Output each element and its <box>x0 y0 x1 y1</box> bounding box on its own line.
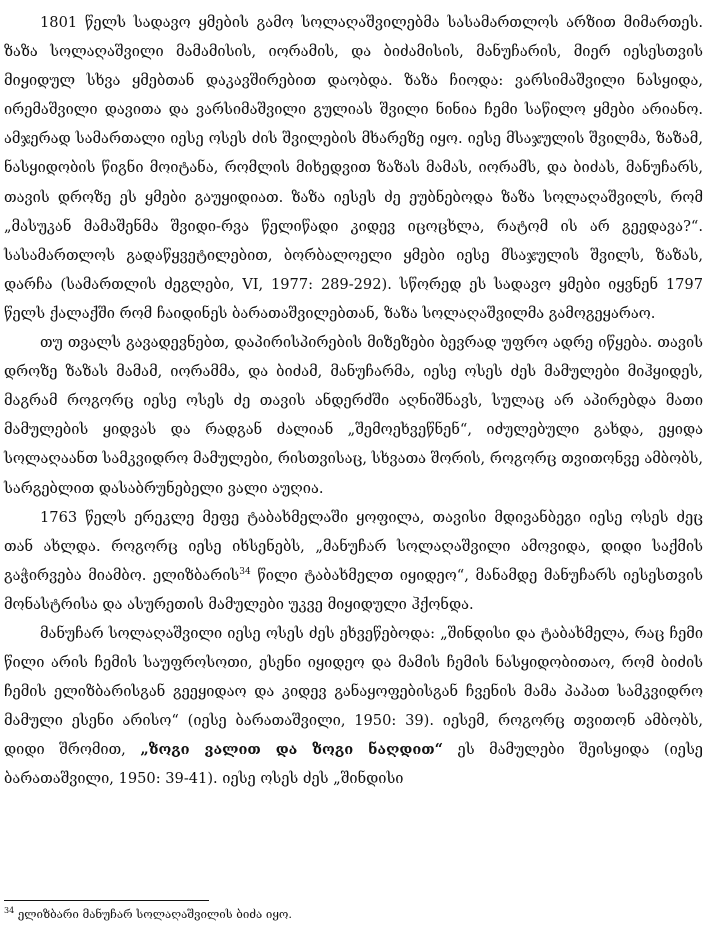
paragraph-4 <box>4 619 703 794</box>
paragraph-1 <box>4 8 703 328</box>
paragraph-3-text-a: 1763 წელს ერეკლე მეფე ტაბახმელაში ყოფილა, თავისი მდივანბეგი იესე ოსეს ძეც თან ახლდა. როგორც იესე იხსენებს, „მანუჩარ სოლაღაშვილი ამოვიდა, დიდი საქმის გაჭირვება მიამბო. ელიზბარის <box>4 508 703 584</box>
body-text <box>4 8 703 794</box>
paragraph-2 <box>4 328 703 503</box>
paragraph-4-bold-quote: „ზოგი ვალით და ზოგი ნაღდით“ <box>140 741 444 759</box>
paragraph-1-text: 1801 წელს სადავო ყმების გამო სოლაღაშვილებმა სასამართლოს არზით მიმართეს. ზაზა სოლაღაშვილი მამამისის, იორამის, და ბიძამისის, მანუჩარის, მიერ იესესთვის მიყიდულ სხვა ყმებთან დაკავშირებით დაობდა. ზაზა ჩიოდა: ვარსიმაშვილი ნასყიდა, ირემაშვილი დავითა და ვარსიმაშვილი გულიას შვილი ნინია ჩემი საწილო ყმები არიანო. ამჯერად სამართალი იესე ოსეს ძის შვილების მხარეზე იყო. იესე მსაჯულის შვილმა, ზაზამ, ნასყიდობის წიგნი მოიტანა, რომლის მიხედვით ზაზას მამას, იორამს, და ბიძას, მანუჩარს, თავის დროზე ეს ყმები გაუყიდიათ. ზაზა იესეს ძე ეუბნებოდა ზაზა სოლაღაშვილს, რომ „მასუკან მამაშენმა შვიდი-რვა წელიწადი კიდევ იცოცხლა, რატომ ის არ გეედავა?“. სასამართლოს გადაწყვეტილებით, ბორბალოელი ყმები იესე მსაჯულის შვილს, ზაზას, დარჩა (სამართლის ძეგლები, VI, 1977: 289-292). სწორედ ეს სადავო ყმები იყვნენ 1797 წელს ქალაქში რომ ჩაიდინეს ბარათაშვილებთან, ზაზა სოლაღაშვილმა გამოგეყარაო. <box>4 14 703 322</box>
paragraph-4-text-b: ეს მამულები შეისყიდა (იესე ბარათაშვილი, 1950: 39-41). იესე ოსეს ძეს „შინდისი <box>4 741 703 788</box>
footnote-marker: 34 <box>4 906 15 916</box>
footnote-text: ელიზბარი მანუჩარ სოლაღაშვილის ბიძა იყო. <box>17 907 293 921</box>
footnote-separator <box>4 900 209 901</box>
footnote-reference-34[interactable]: 34 <box>239 566 251 577</box>
paragraph-2-text: თუ თვალს გავადევნებთ, დაპირისპირების მიზეზები ბევრად უფრო ადრე იწყება. თავის დროზე ზაზას მამამ, იორამმა, და ბიძამ, მანუჩარმა, იესე ოსეს ძეს მამულები მიჰყიდეს, მაგრამ როგორც იესე ოსეს ძე თავის ანდერძში აღნიშნავს, სულაც არ აპირებდა მათი მამულების ყიდვას და რადგან ძალიან „შემოეხვეწნენ“, იძულებული გახდა, ეყიდა სოლაღაანთ სამკვიდრო მამულები, რისთვისაც, სხვათა შორის, როგორც თვითონვე ამბობს, სარგებლით დასაბრუნებელი ვალი აუღია. <box>4 334 703 497</box>
paragraph-3-text-b: წილი ტაბახმელთ იყიდეო“, მანამდე მანუჩარს იესესთვის მონასტრისა და ასურეთის მამულები უკვე მიყიდული ჰქონდა. <box>4 566 703 613</box>
footnote-34 <box>4 906 694 922</box>
paragraph-4-text-a: მანუჩარ სოლაღაშვილი იესე ოსეს ძეს ეხვეწებოდა: „შინდისი და ტაბახმელა, რაც ჩემი წილი არის ჩემის საუფროსოთი, ესენი იყიდეო და მამის ჩემის ნასყიდობითაო, რომ ბიძის ჩემის ელიზბარისგან გეეყიდაო და კიდევ განაყოფებისგან ჩვენის მამა პაპათ სამკვიდრო მამული ესენი არისო“ (იესე ბარათაშვილი, 1950: 39). იესემ, როგორც თვითონ ამბობს, დიდი შრომით, <box>4 624 703 759</box>
paragraph-3 <box>4 503 703 619</box>
